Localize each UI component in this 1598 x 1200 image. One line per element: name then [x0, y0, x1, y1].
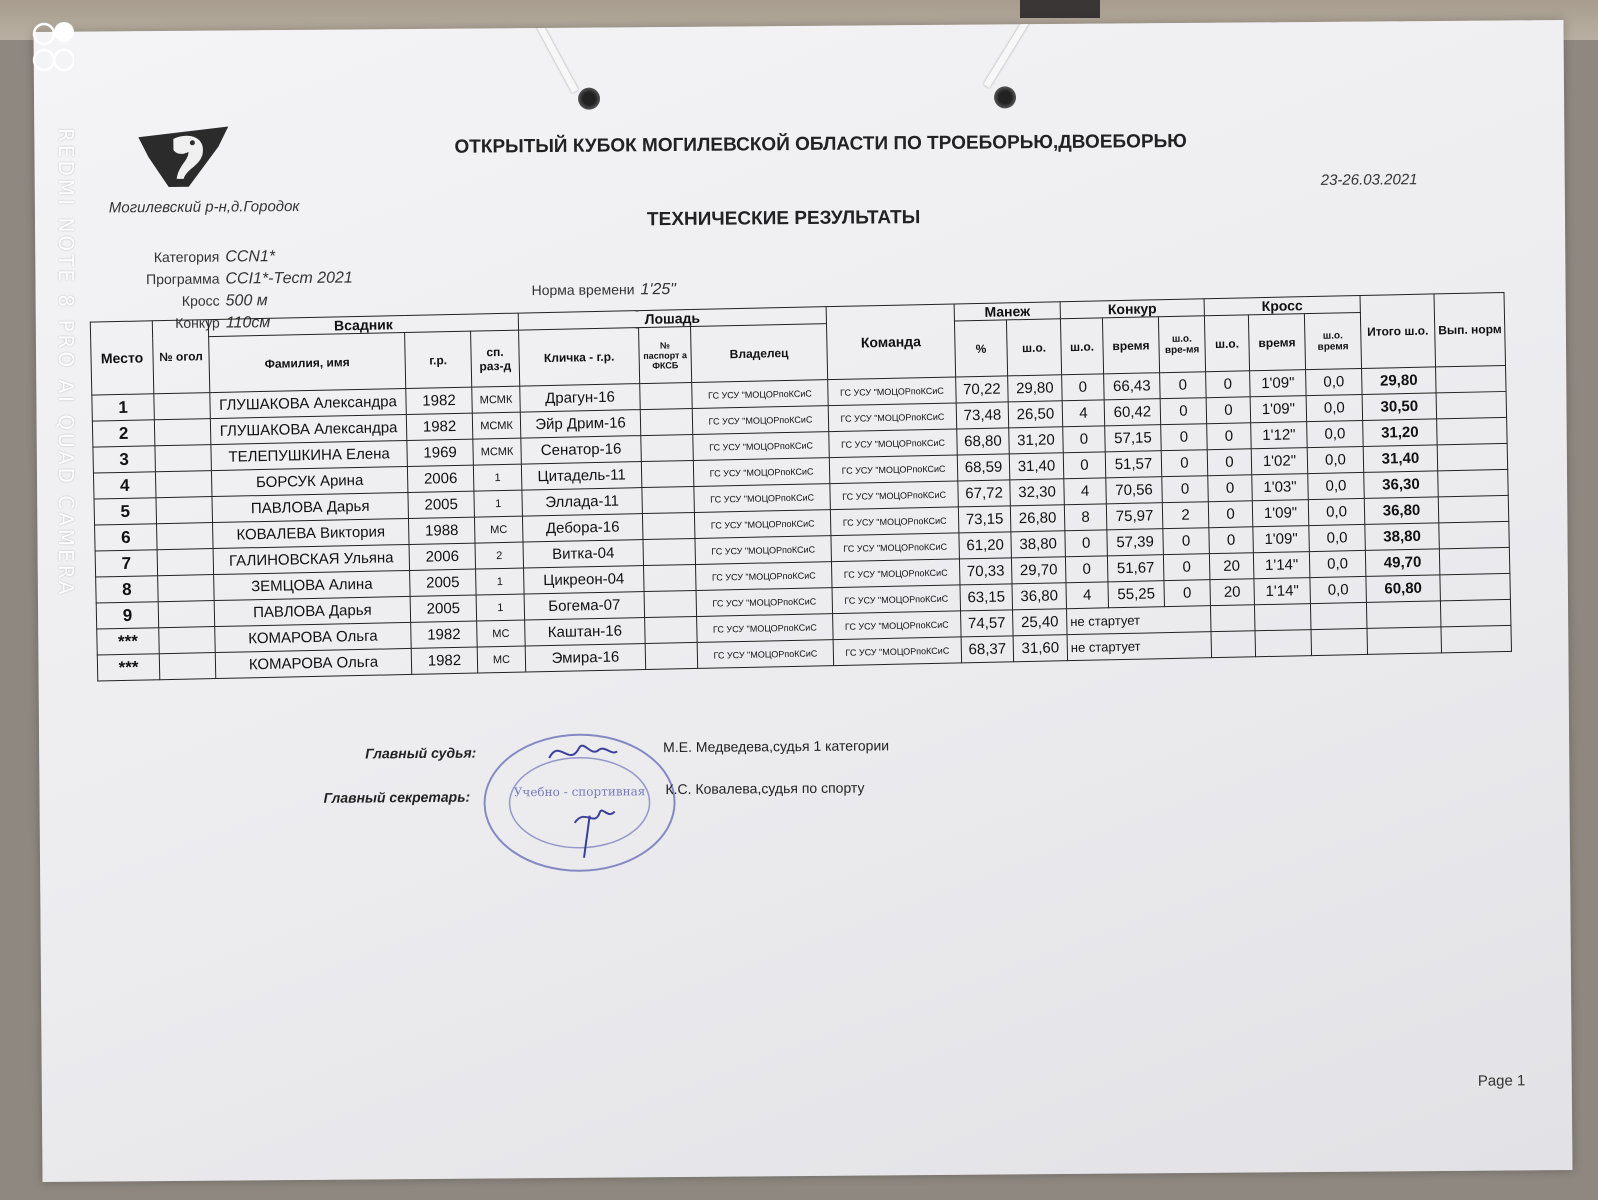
horse-logo-icon [128, 116, 239, 202]
camera-watermark: REDMI NOTE 8 PRO AI QUAD CAMERA [54, 128, 78, 598]
col-cross-time-pen: ш.о. время [1304, 312, 1361, 369]
col-jumping-time: время [1102, 317, 1159, 374]
info-program: Программа CCI1*-Тест 2021 [146, 269, 353, 288]
col-jumping-pen: ш.о. [1060, 318, 1103, 375]
col-team: Команда [826, 304, 956, 380]
official-stamp-icon [479, 727, 680, 884]
table-row: 1 ГЛУШАКОВА Александра 1982 МСМК Драгун-16 ГС УСУ "МОЦОРпоКСиС ГС УСУ "МОЦОРпоКСиС 70,22 29,80 0 66,43 0 0 1'09" 0,0 29,80 [92, 365, 1507, 421]
col-done: Вып. норм [1434, 292, 1506, 366]
page-number: Page 1 [1477, 1072, 1526, 1090]
col-number: № огол [152, 320, 210, 394]
table-row: 7 ГАЛИНОВСКАЯ Ульяна 2006 2 Витка-04 ГС УСУ "МОЦОРпоКСиС ГС УСУ "МОЦОРпоКСиС 61,20 38,80 0 57,39 0 0 1'09" 0,0 38,80 [95, 521, 1510, 577]
info-jumping: Конкур 110см [175, 314, 271, 332]
col-jumping-time-pen: ш.о. вре-мя [1158, 316, 1205, 373]
col-horse-name: Кличка - г.р. [519, 328, 640, 387]
results-sheet [34, 20, 1573, 1182]
col-horse-passport: № паспорт а ФКСБ [639, 327, 692, 384]
group-dressage: Манеж [954, 302, 1060, 321]
col-rider-rank: сп. раз-д [471, 330, 520, 387]
col-cross-pen: ш.о. [1204, 315, 1249, 372]
secretary-label: Главный секретарь: [323, 788, 471, 806]
secretary-name: К.С. Ковалева,судья по спорту [665, 779, 865, 798]
col-rider-name: Фамилия, имя [209, 333, 406, 393]
table-row: *** КОМАРОВА Ольга 1982 МС Каштан-16 ГС УСУ "МОЦОРпоКСиС ГС УСУ "МОЦОРпоКСиС 74,57 25,40 не стартует [97, 599, 1512, 655]
time-norm: Норма времени 1'25" [531, 280, 677, 299]
col-rider-year: г.р. [405, 331, 472, 388]
group-jumping: Конкур [1060, 299, 1204, 319]
col-total: Итого ш.о. [1360, 294, 1436, 369]
svg-text:Учебно - спортивная: Учебно - спортивная [513, 784, 646, 800]
col-cross-time: время [1248, 314, 1305, 371]
location-text: Могилевский р-н,д.Городок [108, 197, 300, 217]
punch-hole-left [578, 88, 600, 110]
binding-string-right [983, 20, 1047, 88]
table-row: 4 БОРСУК Арина 2006 1 Цитадель-11 ГС УСУ "МОЦОРпоКСиС ГС УСУ "МОЦОРпоКСиС 68,59 31,40 0 51,57 0 0 1'02" 0,0 31,40 [93, 443, 1508, 499]
info-category: Категория CCN1* [153, 248, 276, 266]
table-row: 6 КОВАЛЕВА Виктория 1988 МС Дебора-16 ГС УСУ "МОЦОРпоКСиС ГС УСУ "МОЦОРпоКСиС 73,15 26,80 8 75,97 2 0 1'09" 0,0 36,80 [95, 495, 1510, 551]
binding-string-left [520, 20, 579, 93]
results-subtitle: ТЕХНИЧЕСКИЕ РЕЗУЛЬТАТЫ [646, 207, 921, 231]
event-title: ОТКРЫТЫЙ КУБОК МОГИЛЕВСКОЙ ОБЛАСТИ ПО ТРОЕБОРЬЮ,ДВОЕБОРЬЮ [454, 130, 1187, 158]
table-row: 3 ТЕЛЕПУШКИНА Елена 1969 МСМК Сенатор-16 ГС УСУ "МОЦОРпоКСиС ГС УСУ "МОЦОРпоКСиС 68,80 31,20 0 57,15 0 0 1'12" 0,0 31,20 [93, 417, 1508, 473]
results-table [90, 292, 1513, 682]
col-dressage-pen: ш.о. [1006, 319, 1061, 376]
col-dressage-pct: % [954, 320, 1007, 377]
col-place: Место [90, 321, 154, 395]
event-date: 23-26.03.2021 [1320, 171, 1418, 189]
book-edge [1020, 0, 1100, 18]
group-rider: Всадник [208, 313, 518, 336]
group-horse: Лошадь [518, 307, 826, 330]
table-row: 2 ГЛУШАКОВА Александра 1982 МСМК Эйр Дрим-16 ГС УСУ "МОЦОРпоКСиС ГС УСУ "МОЦОРпоКСиС 73,48 26,50 4 60,42 0 0 1'09" 0,0 30,50 [92, 391, 1507, 447]
table-row: 8 ЗЕМЦОВА Алина 2005 1 Цикреон-04 ГС УСУ "МОЦОРпоКСиС ГС УСУ "МОЦОРпоКСиС 70,33 29,70 0 51,67 0 20 1'14" 0,0 49,70 [96, 547, 1511, 603]
judge-label: Главный судья: [365, 744, 477, 762]
table-row: 9 ПАВЛОВА Дарья 2005 1 Богема-07 ГС УСУ "МОЦОРпоКСиС ГС УСУ "МОЦОРпоКСиС 63,15 36,80 4 55,25 0 20 1'14" 0,0 60,80 [96, 573, 1511, 629]
table-row: 5 ПАВЛОВА Дарья 2005 1 Эллада-11 ГС УСУ "МОЦОРпоКСиС ГС УСУ "МОЦОРпоКСиС 67,72 32,30 4 70,56 0 0 1'03" 0,0 36,30 [94, 469, 1509, 525]
info-cross: Кросс 500 м [181, 292, 268, 310]
table-row: *** КОМАРОВА Ольга 1982 МС Эмира-16 ГС УСУ "МОЦОРпоКСиС ГС УСУ "МОЦОРпоКСиС 68,37 31,60 не стартует [97, 625, 1512, 681]
group-cross: Кросс [1204, 295, 1360, 315]
col-horse-owner: Владелец [691, 324, 828, 383]
judge-name: М.Е. Медведева,судья 1 категории [663, 737, 890, 756]
punch-hole-right [994, 86, 1016, 108]
camera-logo-icon [14, 20, 74, 85]
